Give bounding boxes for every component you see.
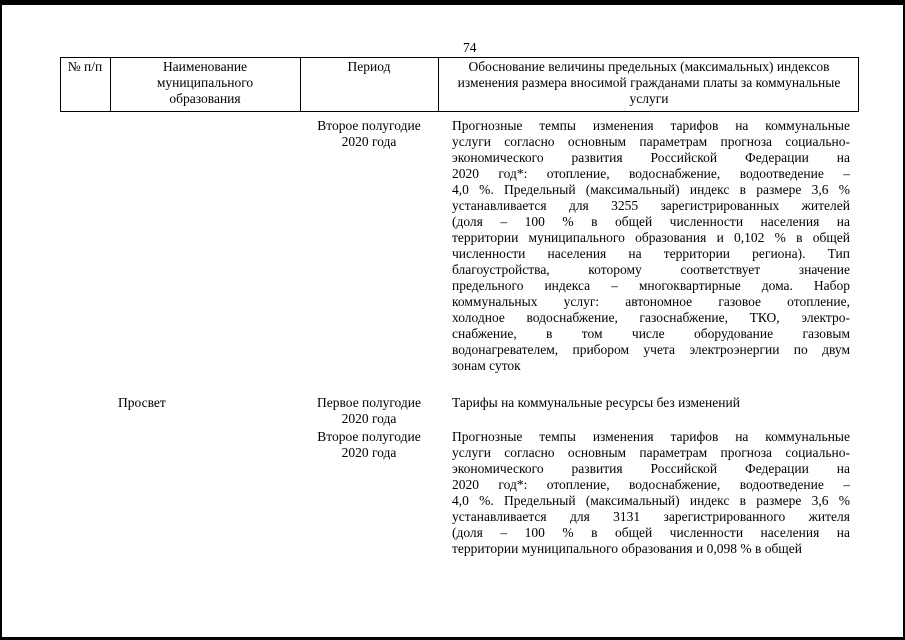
- header-divider-3: [438, 57, 439, 111]
- header-period: Период: [347, 59, 391, 74]
- justification-line: 4,0 %. Предельный (максимальный) индекс в размере 3,6 %: [452, 182, 850, 197]
- justification-line: 4,0 %. Предельный (максимальный) индекс в размере 3,6 %: [452, 493, 850, 508]
- justification-line: услуги согласно основным параметрам прогноза социально-: [452, 134, 850, 149]
- header-bottom-border: [60, 111, 859, 112]
- justification-line: предельного индекса – многоквартирные дома. Набор: [452, 278, 850, 293]
- scan-border-left: [0, 0, 2, 640]
- justification-line: устанавливается для 3255 зарегистрированных жителей: [452, 198, 850, 213]
- header-divider-1: [110, 57, 111, 111]
- justification-line: (доля – 100 % в общей численности населения на: [452, 525, 850, 540]
- justification-line: водонагревателем, прибором учета электроэнергии по двум: [452, 342, 850, 357]
- header-top-border: [60, 57, 859, 58]
- justification-line: устанавливается для 3131 зарегистрированного жителя: [452, 509, 850, 524]
- justification-line: снабжение, в том числе оборудование газовым: [452, 326, 850, 341]
- row-municipality: Просвет: [118, 395, 166, 410]
- header-number: № п/п: [67, 59, 103, 74]
- justification-line: Прогнозные темпы изменения тарифов на коммунальные: [452, 429, 850, 444]
- row-justification: [452, 429, 850, 557]
- row-justification: [452, 395, 850, 411]
- justification-line: 2020 год*: отопление, водоснабжение, водоотведение –: [452, 477, 850, 492]
- justification-line: 2020 год*: отопление, водоснабжение, водоотведение –: [452, 166, 850, 181]
- justification-line: Прогнозные темпы изменения тарифов на коммунальные: [452, 118, 850, 133]
- justification-line: благоустройства, которому соответствует значение: [452, 262, 850, 277]
- row-period: Второе полугодие 2020 года: [317, 429, 421, 460]
- scan-border-top: [0, 0, 905, 5]
- header-divider-2: [300, 57, 301, 111]
- header-border-left: [60, 57, 61, 111]
- justification-line: коммунальных услуг: автономное газовое отопление,: [452, 294, 850, 309]
- justification-line: Тарифы на коммунальные ресурсы без изменений: [452, 395, 740, 410]
- justification-line: территории муниципального образования и 0,098 % в общей: [452, 541, 802, 556]
- justification-line: зонам суток: [452, 358, 521, 373]
- header-municipality: Наименование муниципального образования: [156, 59, 254, 106]
- justification-line: (доля – 100 % в общей численности населения на: [452, 214, 850, 229]
- justification-line: услуги согласно основным параметрам прогноза социально-: [452, 445, 850, 460]
- row-period: Второе полугодие 2020 года: [317, 118, 421, 149]
- row-justification: [452, 118, 850, 374]
- justification-line: численности населения на территории региона). Тип: [452, 246, 850, 261]
- justification-line: холодное водоснабжение, газоснабжение, ТКО, электро-: [452, 310, 850, 325]
- row-period: Первое полугодие 2020 года: [317, 395, 421, 426]
- header-border-right: [858, 57, 859, 111]
- page-number: 74: [463, 40, 477, 55]
- justification-line: экономического развития Российской Федерации на: [452, 461, 850, 476]
- justification-line: территории муниципального образования и 0,102 % в общей: [452, 230, 850, 245]
- justification-line: экономического развития Российской Федерации на: [452, 150, 850, 165]
- header-justification: Обоснование величины предельных (максимальных) индексов изменения размера вносимой гражданами платы за коммунальные услуги: [457, 59, 841, 106]
